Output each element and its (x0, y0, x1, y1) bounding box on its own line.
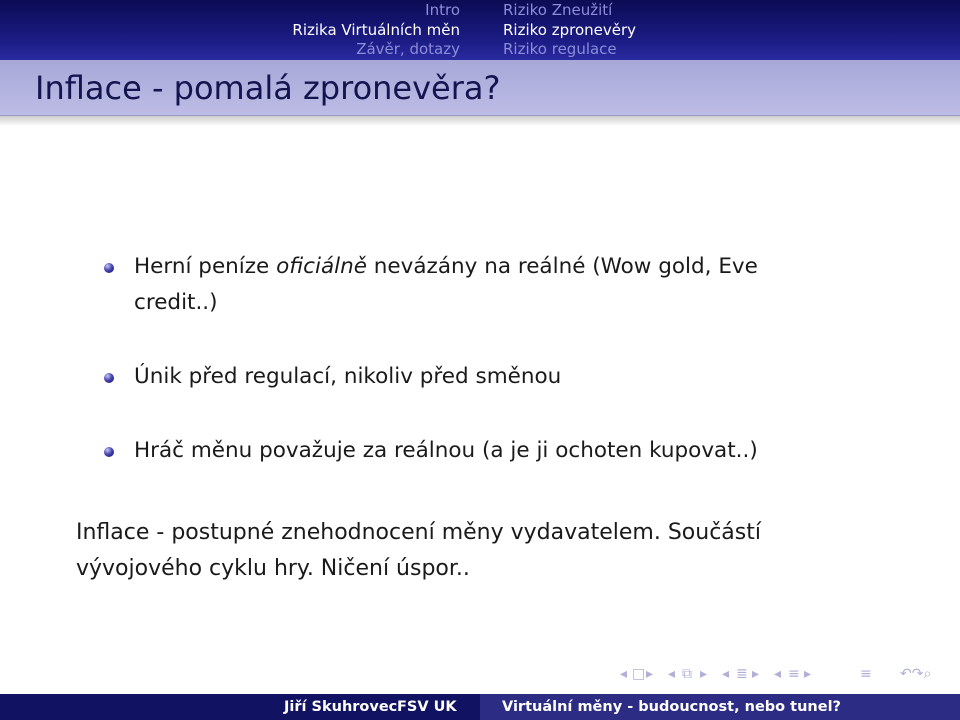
bullet-ball-icon (104, 447, 114, 457)
align-icon[interactable]: ≡ (860, 666, 872, 682)
nav-section-rizika-virtualnich-men[interactable]: Rizika Virtuálních měn (292, 20, 460, 39)
title-shadow (0, 116, 960, 126)
frame-icon[interactable]: □ (632, 666, 646, 682)
nav-section-intro[interactable]: Intro (425, 1, 460, 19)
document-icon[interactable]: ≡ (788, 666, 800, 682)
subsection-next-icon[interactable]: ▸ (700, 666, 708, 682)
section-list (292, 1, 460, 60)
nav-subsection-riziko-zpronevery[interactable]: Riziko zpronevěry (503, 20, 637, 39)
bullet-ball-icon (104, 373, 114, 383)
section-prev-icon[interactable]: ◂ (722, 666, 730, 682)
bullet-emphasis: oficiálně (276, 254, 367, 279)
footer-title: Virtuální měny - budoucnost, nebo tunel? (502, 699, 841, 715)
section-next-icon[interactable]: ▸ (752, 666, 760, 682)
bullet-text: Únik před regulací, nikoliv před směnou (134, 364, 562, 389)
frame-next-icon[interactable]: ▸ (646, 666, 654, 682)
frame-prev-icon[interactable]: ◂ (620, 666, 628, 682)
footer-institute: FSV UK (397, 699, 457, 715)
section-navigation-bar (0, 0, 960, 60)
footer-bar (0, 694, 960, 720)
footer-right (480, 694, 960, 720)
footer-author: Jiří Skuhrovec (284, 699, 398, 715)
subsection-prev-icon[interactable]: ◂ (668, 666, 676, 682)
subsection-list (503, 1, 636, 60)
nav-subsection-riziko-regulace[interactable]: Riziko regulace (503, 40, 617, 58)
bullet-text: Hráč měnu považuje za reálnou (a je ji ochoten kupovat..) (134, 438, 758, 463)
document-next-icon[interactable]: ▸ (804, 666, 812, 682)
section-icon[interactable]: ≣ (736, 666, 748, 682)
bullet-ball-icon (104, 263, 114, 273)
back-forward-search-icon[interactable]: ↶↷⌕ (900, 666, 932, 682)
bullet-item-1 (104, 249, 840, 321)
bullet-item-2 (104, 359, 840, 395)
bullet-text: Herní peníze oficiálně nevázány na reálné (Wow gold, Eve credit..) (134, 254, 758, 315)
frame-title-bar (0, 60, 960, 116)
bullet-item-3 (104, 433, 840, 469)
nav-section-zaver-dotazy[interactable]: Závěr, dotazy (356, 40, 460, 58)
document-prev-icon[interactable]: ◂ (774, 666, 782, 682)
footer-left (0, 694, 480, 720)
page-title: Inflace - pomalá zpronevěra? (35, 69, 501, 107)
definition-paragraph: Inflace - postupné znehodnocení měny vydavatelem. Součástí vývojového cyklu hry. Ničení úspor.. (76, 520, 761, 581)
nav-subsection-riziko-zneuziti[interactable]: Riziko Zneužití (503, 1, 613, 19)
subsection-icon[interactable]: ⧉ (682, 666, 692, 682)
